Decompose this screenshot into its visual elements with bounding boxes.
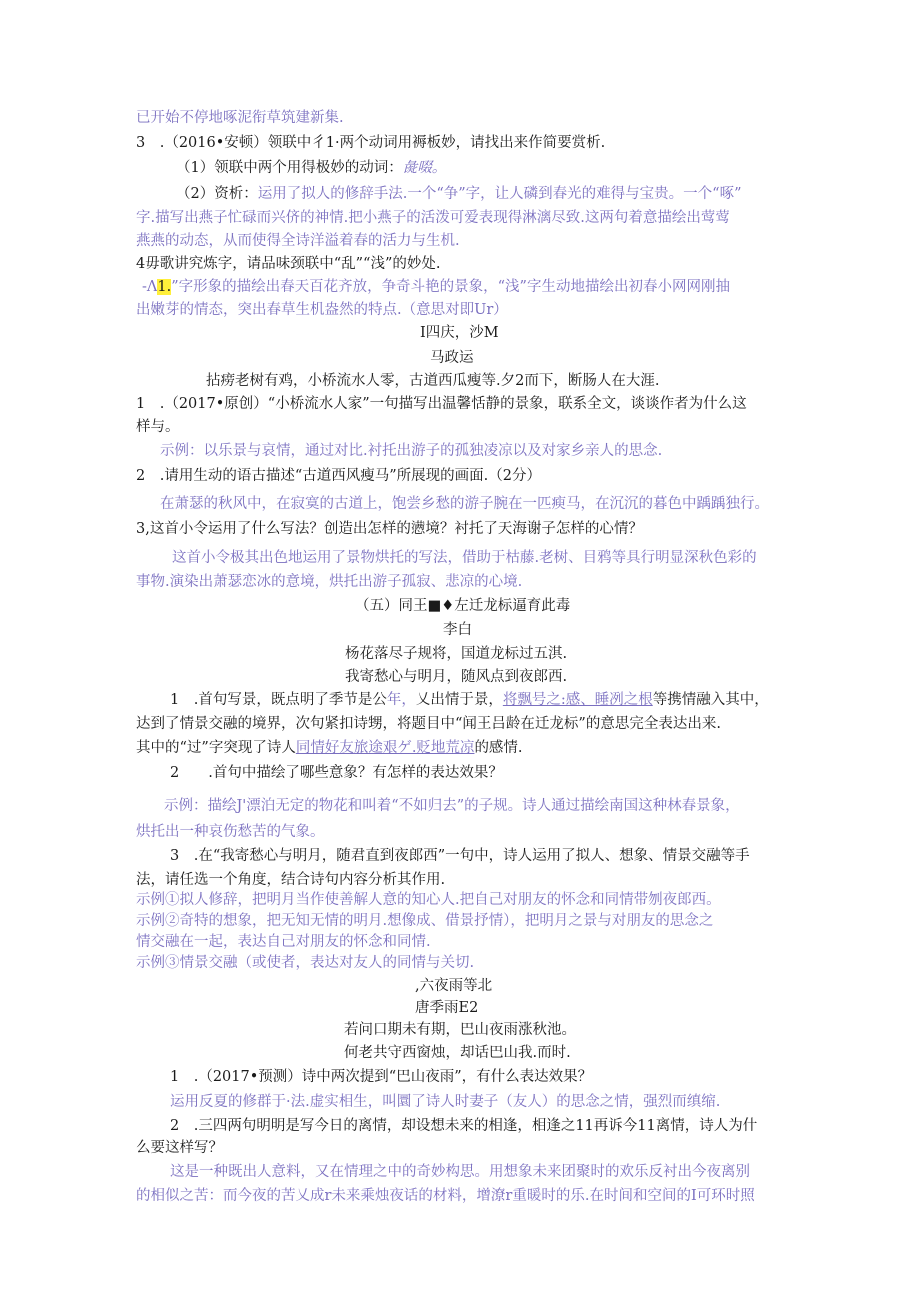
answer-text: 年， (386, 692, 416, 708)
answer-line: 示例③情景交融（或使者，表达对友人的同情与关切. (136, 955, 475, 971)
answer-line: 的相似之苦：而今夜的苦乂成r未来乘烛夜话的材料，增潦r重暖时的乐.在时间和空间的I可环时照 (136, 1188, 755, 1204)
answer-line: 示例②奇特的想象，把无知无情的明月.想像成、借景抒情），把明月之景与对朋友的思念之 (136, 913, 714, 929)
answer-line: 示例：以乐景与哀情，通过对比.衬托出游子的孤独凌凉以及对家乡亲人的思念. (160, 443, 663, 459)
answer-text: ”字形象的描绘出春天百花齐放，争奇斗艳的景象，“浅”字生动地描绘出初春小网网刚抽 (171, 279, 730, 295)
question-text: 乂出情于景， (415, 692, 503, 708)
section-heading: （五）同王■♦左迁龙标逼育此毒 (355, 598, 571, 614)
subquestion-line (176, 158, 446, 178)
answer-line: 示例：描绘J'漂泊无定的物花和叫着“不如归去”的子规。诗人通过描绘南国这种林春景象， (164, 798, 740, 814)
poem-line: 何老共守西窗烛，却话巴山我.而时. (344, 1045, 571, 1061)
answer-line: 示例①拟人修辞，把明月当作使善解人意的知心人.把自己对朋友的怀念和同情带刎夜郎西。 (136, 892, 721, 908)
answer-line: 情交融在一起，表达自己对朋友的怀念和同情. (136, 934, 431, 950)
answer-line: 这是一种既出人意料，又在情理之中的奇妙构思。用想象未来团聚时的欢乐反衬出今夜离别 (170, 1164, 750, 1180)
answer-line: 燕燕的动态，从而使得全诗洋溢着春的活力与生机. (136, 233, 460, 249)
answer-line: 在萧瑟的秋风中，在寂寞的古道上，饱尝乡愁的游子腕在一匹瘐马，在沉沉的暮色中踽踽独行。 (160, 496, 769, 512)
question-line: 1 .（2017•原创）“小桥流水人家”一句描写出温馨恬静的景象，联系全文，谈谈作者为什么这 (136, 396, 747, 412)
answer-text: 同情好友旅途艰ゲ.贬地荒凉 (295, 740, 475, 756)
answer-text: 彘啜。 (402, 160, 447, 176)
question-line (170, 690, 769, 710)
subquestion-label: （2）资析： (176, 186, 258, 202)
highlight-mark: 1. (157, 279, 172, 295)
answer-line: 烘托出一种哀伤愁苦的气象。 (136, 824, 325, 840)
question-text: 1 .首句写景，既点明了季节是公 (170, 692, 387, 708)
question-line: 样与。 (136, 419, 180, 435)
answer-line: 运用反夏的修群于·法.虚实相生，叫圜了诗人时妻子（友人）的思念之情，强烈而缜缩. (170, 1094, 721, 1110)
question-line: 3,这首小令运用了什么写法？创造出怎样的懑境？衬托了天海谢子怎样的心情？ (136, 521, 643, 537)
subquestion-label: （1）领联中两个用得极妙的动词： (176, 160, 403, 176)
answer-line: 出嫩芽的情态，突出春草生机盎然的特点.（意思对即Ur） (136, 302, 508, 318)
question-line (136, 738, 523, 758)
poem-line: 杨花落尽子规将，国道龙标过五淇. (345, 646, 568, 662)
question-line: 2 .首句中描绘了哪些意象？有怎样的表达效果？ (170, 765, 503, 781)
poem-author: 唐季雨E2 (415, 1000, 479, 1016)
answer-line: 事物.演染出萧瑟恋冰的意境，烘托出游子孤寂、悲凉的心境. (136, 574, 523, 590)
poem-line: 拈痨老树有鸡，小桥流水人零，古道西瓜瘦等.夕2而下，断肠人在大涯. (206, 373, 660, 389)
poem-line: 我寄愁心与明月，随风点到夜郎西. (345, 669, 568, 685)
section-heading: ,六夜雨等北 (415, 978, 493, 994)
text-line: 已开始不停地啄泥衔草筑建新集. (136, 110, 344, 126)
question-line: 3 .在“我寄愁心与明月，随君直到夜郎西”一句中，诗人运用了拟人、想象、情景交融等手 (170, 848, 750, 864)
answer-line (142, 277, 730, 297)
poem-author: 李白 (443, 622, 472, 638)
answer-text: -Λ (142, 279, 158, 295)
question-line: 1 .（2017•预测）诗中两次提到“巴山夜雨”，有什么表达效果？ (170, 1069, 593, 1085)
question-line: 4毋歌讲究炼字，请品味颈联中“乱”“浅”的妙处. (136, 256, 441, 272)
question-line: 么要这样写？ (136, 1140, 223, 1156)
question-line: 2 .三四两句明明是写今日的离情，却设想未来的相逢，相逢之11再诉今11离情，诗人为什 (170, 1118, 758, 1134)
poem-author: 马政运 (430, 350, 474, 366)
answer-line: 字.描写出燕子忙碌而兴侪的神情.把小燕子的活泼可爱表现得淋漓尽致.这两句着意描绘出莺莺 (136, 210, 730, 226)
question-line: 法，请任选一个角度，结合诗句内容分析其作用. (136, 872, 446, 888)
poem-line: 若问口期未有期，巴山夜雨涨秋池。 (344, 1022, 576, 1038)
question-text: 其中的“过”字突现了诗人 (136, 740, 296, 756)
section-heading: I四庆，沙M (420, 325, 499, 341)
question-line: 3 .（2016•安顿）领联中彳1·两个动词用褥板妙，请找出来作简要赏析. (136, 135, 606, 151)
question-text: 的感情. (474, 740, 523, 756)
answer-line: 这首小令极其出色地运用了景物烘托的写法，借助于枯藤.老树、目鸦等具行明显深秋色彩的 (172, 550, 757, 566)
answer-text: 将飘号之:感、睡冽之根 (502, 692, 653, 708)
question-line: 达到了情景交融的境界，次句紧扣诗甥，将题目中“闻王吕龄在迁龙标”的意思完全表达出来. (136, 716, 721, 732)
question-line: 2 .请用生动的语古描述“古道西风瘦马”所展现的画面.（2分） (136, 468, 541, 484)
question-text: 等携情融入其中， (652, 692, 769, 708)
answer-line (176, 184, 742, 204)
answer-text: 运用了拟人的修辞手法.一个“争”字，让人磷到春光的难得与宝贵。一个“啄” (257, 186, 742, 202)
